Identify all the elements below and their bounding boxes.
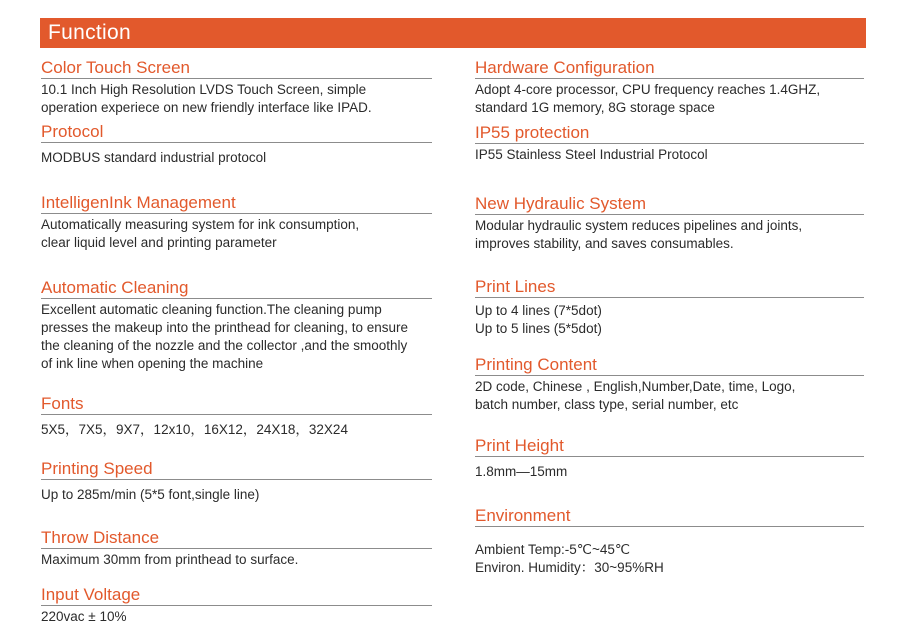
- body-line: operation experiece on new friendly interface like IPAD.: [41, 100, 372, 115]
- section-body: [41, 216, 432, 252]
- section-printing-content: [475, 355, 864, 414]
- section-print-height: [475, 436, 864, 481]
- section-title: Hardware Configuration: [475, 58, 655, 77]
- section-body: [41, 421, 432, 439]
- body-line: Modular hydraulic system reduces pipelines and joints,: [475, 218, 803, 233]
- section-fonts: [41, 394, 432, 439]
- section-ink-management: [41, 193, 432, 252]
- section-print-lines: [475, 277, 864, 338]
- divider: [475, 78, 864, 79]
- section-title: IntelligenInk Management: [41, 193, 236, 212]
- section-title: IP55 protection: [475, 123, 590, 142]
- body-line: 1.8mm—15mm: [475, 464, 568, 479]
- body-line: 5X5，7X5，9X7，12x10，16X12，24X18，32X24: [41, 422, 348, 437]
- section-title: Environment: [475, 506, 571, 525]
- section-body: [475, 146, 864, 164]
- section-title: New Hydraulic System: [475, 194, 646, 213]
- body-line: 220vac ± 10%: [41, 609, 127, 624]
- section-body: [475, 541, 864, 577]
- body-line: Up to 4 lines (7*5dot): [475, 303, 602, 318]
- body-line: Environ. Humidity：30~95%RH: [475, 560, 664, 575]
- section-protocol: [41, 122, 432, 167]
- divider: [475, 214, 864, 215]
- section-title: Throw Distance: [41, 528, 160, 547]
- section-hardware-configuration: [475, 58, 864, 117]
- body-line: Excellent automatic cleaning function.The cleaning pump: [41, 302, 382, 317]
- section-body: [475, 81, 864, 117]
- body-line: presses the makeup into the printhead for cleaning, to ensure: [41, 320, 408, 335]
- section-body: [41, 81, 432, 117]
- divider: [41, 548, 432, 549]
- section-printing-speed: [41, 459, 432, 504]
- section-body: [475, 378, 864, 414]
- section-body: [475, 463, 864, 481]
- divider: [475, 375, 864, 376]
- divider: [475, 143, 864, 144]
- body-line: batch number, class type, serial number, etc: [475, 397, 739, 412]
- section-automatic-cleaning: [41, 278, 432, 373]
- body-line: Maximum 30mm from printhead to surface.: [41, 552, 299, 567]
- section-title: Print Height: [475, 436, 564, 455]
- section-body: [41, 149, 432, 167]
- body-line: the cleaning of the nozzle and the collector ,and the smoothly: [41, 338, 408, 353]
- section-color-touch-screen: [41, 58, 432, 117]
- section-title: Printing Speed: [41, 459, 153, 478]
- divider: [41, 414, 432, 415]
- section-body: [41, 486, 432, 504]
- body-line: MODBUS standard industrial protocol: [41, 150, 267, 165]
- divider: [475, 297, 864, 298]
- section-environment: [475, 506, 864, 577]
- body-line: improves stability, and saves consumables.: [475, 236, 734, 251]
- body-line: clear liquid level and printing parameter: [41, 235, 277, 250]
- section-body: [41, 301, 432, 373]
- section-body: [475, 302, 864, 338]
- divider: [41, 605, 432, 606]
- body-line: 2D code, Chinese , English,Number,Date, time, Logo,: [475, 379, 796, 394]
- section-input-voltage: [41, 585, 432, 626]
- divider: [41, 213, 432, 214]
- divider: [41, 479, 432, 480]
- body-line: Automatically measuring system for ink consumption,: [41, 217, 360, 232]
- divider: [475, 456, 864, 457]
- section-body: [41, 551, 432, 569]
- function-banner: [40, 18, 866, 48]
- section-body: [475, 217, 864, 253]
- divider: [475, 526, 864, 527]
- body-line: 10.1 Inch High Resolution LVDS Touch Screen, simple: [41, 82, 367, 97]
- body-line: IP55 Stainless Steel Industrial Protocol: [475, 147, 708, 162]
- section-title: Automatic Cleaning: [41, 278, 189, 297]
- page-title: Function: [48, 21, 131, 44]
- divider: [41, 298, 432, 299]
- section-hydraulic-system: [475, 194, 864, 253]
- body-line: standard 1G memory, 8G storage space: [475, 100, 715, 115]
- body-line: Adopt 4-core processor, CPU frequency reaches 1.4GHZ,: [475, 82, 821, 97]
- divider: [41, 142, 432, 143]
- section-ip55-protection: [475, 123, 864, 164]
- section-title: Printing Content: [475, 355, 597, 374]
- section-body: [41, 608, 432, 626]
- section-title: Fonts: [41, 394, 84, 413]
- section-throw-distance: [41, 528, 432, 569]
- section-title: Input Voltage: [41, 585, 141, 604]
- body-line: of ink line when opening the machine: [41, 356, 264, 371]
- section-title: Color Touch Screen: [41, 58, 190, 77]
- divider: [41, 78, 432, 79]
- section-title: Protocol: [41, 122, 104, 141]
- body-line: Up to 285m/min (5*5 font,single line): [41, 487, 260, 502]
- body-line: Ambient Temp:-5℃~45℃: [475, 542, 631, 557]
- body-line: Up to 5 lines (5*5dot): [475, 321, 602, 336]
- section-title: Print Lines: [475, 277, 556, 296]
